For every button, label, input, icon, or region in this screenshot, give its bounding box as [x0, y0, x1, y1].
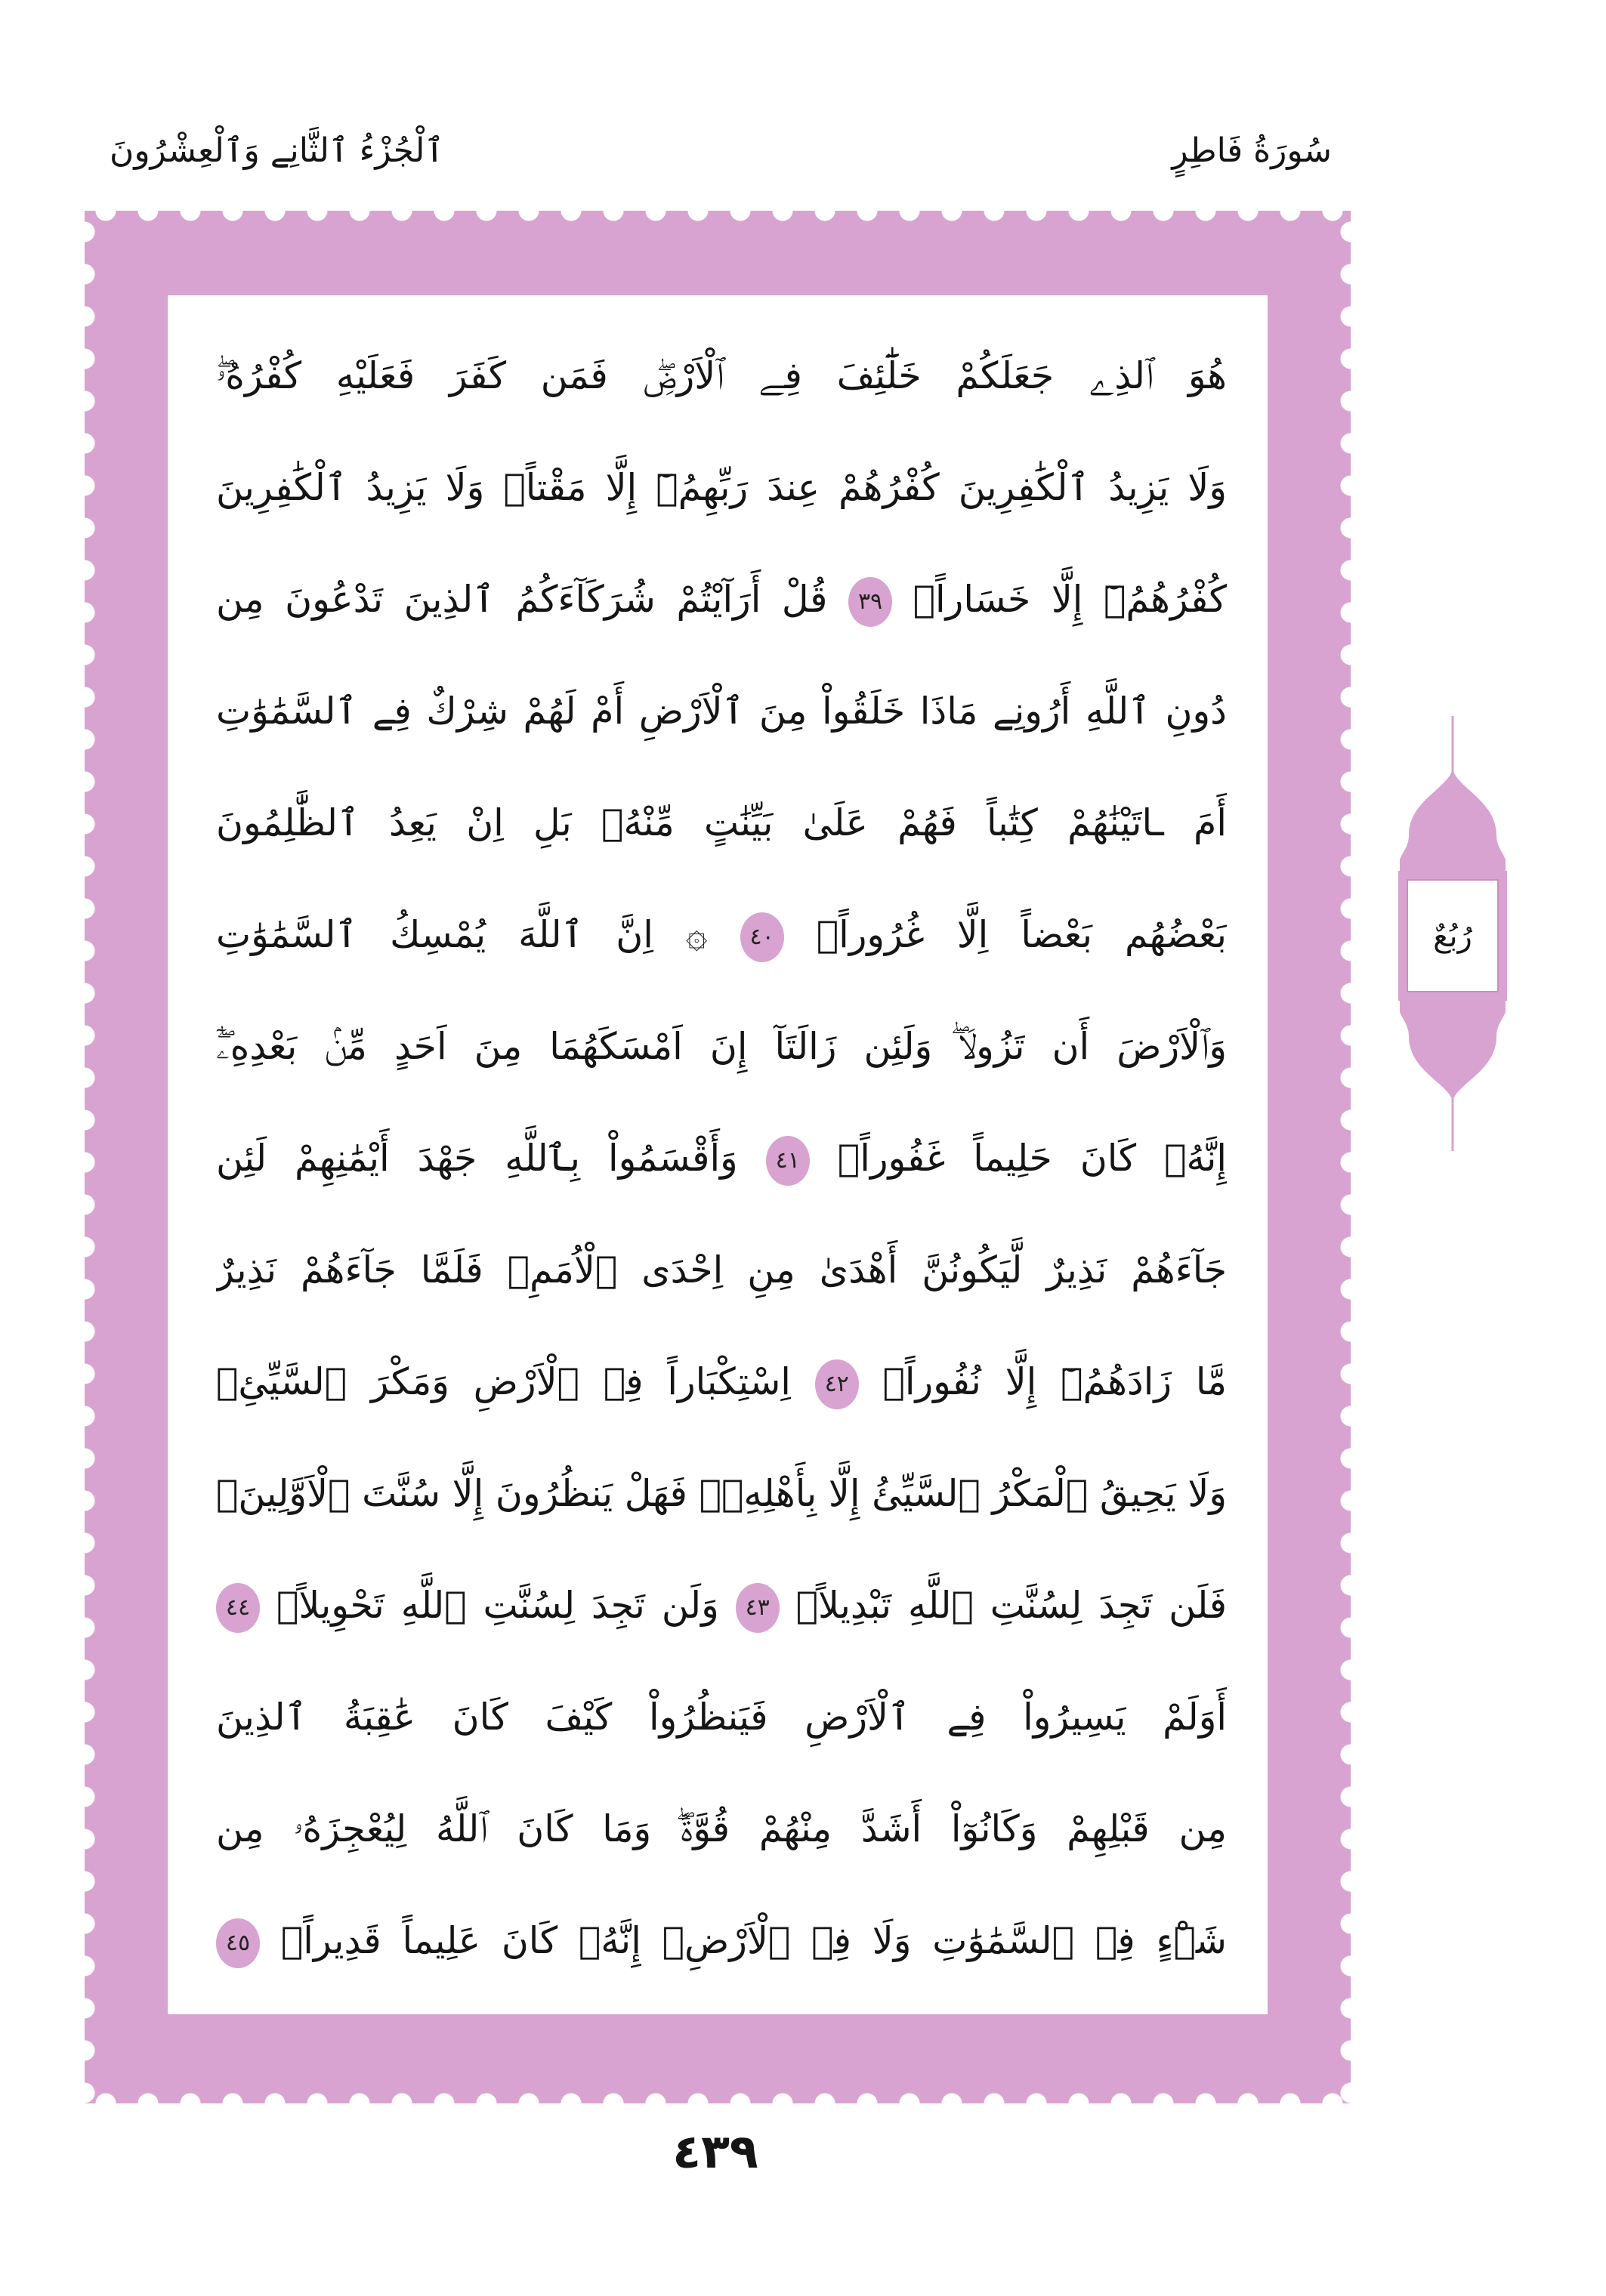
ayah-text: كُفْرُهُمُۥٓ إِلَّا خَسَاراًۖ: [913, 578, 1227, 621]
ayah-text: وَلَا يَزِيدُ ٱلْكَٰفِرِينَ كُفْرُهُمْ عِندَ رَبِّهِمُۥٓ إِلَّا مَقْتاًۖ وَلَا يَزِيدُ ٱلْكَٰفِرِينَ: [216, 466, 1227, 509]
ayah-text: قُلْ أَرَآيْتُمْ شُرَكَآءَكُمُ ٱلذِينَ تَدْعُونَ مِن: [216, 578, 828, 621]
quran-line-1: [216, 320, 1227, 432]
ayah-text: دُونِ ٱللَّهِ أَرُونِے مَاذَا خَلَقُواْ مِنَ ٱلْاَرْضِ أَمْ لَهُمْ شِرْكٌ فِے ٱلسَّمَٰوَٰتِ: [216, 690, 1227, 733]
quran-line-12: [216, 1550, 1227, 1662]
quran-line-6: [216, 879, 1227, 991]
ayah-number-marker: ٤٥: [216, 1918, 260, 1968]
juz-title: ٱلْجُزْءُ ٱلثَّانِے وَٱلْعِشْرُونَ: [110, 131, 445, 170]
quran-line-11: [216, 1438, 1227, 1550]
ayah-text: فَلَن تَجِدَ لِسُنَّتِ ٱللَّهِ تَبْدِيلاًۖ: [795, 1584, 1227, 1627]
ayah-text: جَآءَهُمْ نَذِيرٌ لَّيَكُونُنَّ أَهْدَىٰ مِنِ اِحْدَى ٱلْاُمَمِۖ فَلَمَّا جَآءَهُمْ نَذِيرٌ: [216, 1248, 1227, 1292]
quran-line-7: [216, 991, 1227, 1103]
quran-line-14: [216, 1773, 1227, 1885]
quran-line-15: [216, 1885, 1227, 1997]
quran-line-4: [216, 656, 1227, 767]
quran-line-10: [216, 1326, 1227, 1438]
ayah-number-marker: ٤١: [766, 1136, 810, 1186]
surah-title: سُورَةُ فَاطِرٍ: [1172, 131, 1332, 170]
ayah-number-marker: ٤٠: [740, 912, 784, 962]
ayah-text: وَٱلْاَرْضَ أَن تَزُولَاۖ وَلَئِن زَالَتَآ إِنَ اَمْسَكَهُمَا مِنَ اَحَدٍ مِّنۢ بَعْدِهِۦٓۖ: [216, 1025, 1227, 1068]
ayah-text: ۞ اِنَّ ٱللَّهَ يُمْسِكُ ٱلسَّمَٰوَٰتِ: [216, 913, 708, 956]
frame-scallop-top: [85, 211, 1351, 224]
ayah-number-marker: ٤٢: [815, 1359, 859, 1409]
frame-scallop-right: [1337, 211, 1351, 2103]
marker-bottom-dome: [1400, 1001, 1506, 1101]
quran-line-5: [216, 767, 1227, 879]
quran-line-2: [216, 432, 1227, 544]
ayah-text: مَّا زَادَهُمُۥٓ إِلَّا نُفُوراًۖ: [882, 1360, 1227, 1403]
text-area: [168, 295, 1268, 2014]
ayah-text: وَأَقْسَمُواْ بِٱللَّهِ جَهْدَ أَيْمَٰنِهِمْ لَئِن: [216, 1137, 738, 1180]
rub-hizb-marker: [1392, 716, 1513, 1154]
ayah-text: أَمَ ـاتَيْنَٰهُمْ كِتَٰباً فَهُمْ عَلَىٰ بَيِّنَٰتٍ مِّنْهُۖ بَلِ اِنْ يَعِدُ ٱلظَّٰلِمُونَ: [216, 801, 1227, 844]
ayah-number-marker: ٤٣: [736, 1583, 780, 1633]
marker-label: رُبُعٌ: [1433, 919, 1472, 954]
ayah-text: مِن قَبْلِهِمْ وَكَانُوٓاْ أَشَدَّ مِنْهُمْ قُوَّةًۖ وَمَا كَانَ ٱللَّهُ لِيُعْجِزَهُۥ مِن: [216, 1807, 1227, 1850]
marker-top-dome: [1400, 769, 1506, 871]
ayah-text: أَوَلَمْ يَسِيرُواْ فِے ٱلْاَرْضِ فَيَنظُرُواْ كَيْفَ كَانَ عَٰقِبَةُ ٱلذِينَ: [216, 1696, 1227, 1739]
quran-line-13: [216, 1662, 1227, 1773]
ayah-text: هُوَ ٱلذِے جَعَلَكُمْ خَلَٰٓئِفَ فِے ٱلْاَرْضِۖ فَمَن كَفَرَ فَعَلَيْهِ كُفْرُهُۥۖ: [216, 354, 1227, 397]
ayah-number-marker: ٤٤: [216, 1583, 260, 1633]
quran-line-8: [216, 1103, 1227, 1214]
ayah-text: إِنَّهُۥ كَانَ حَلِيماً غَفُوراًۖ: [837, 1137, 1227, 1180]
ayah-text: اِسْتِكْبَاراً فِے ٱلْاَرْضِ وَمَكْرَ ٱلسَّيِّئِۖ: [216, 1360, 791, 1403]
ayah-text: بَعْضُهُم بَعْضاً اِلَّا غُرُوراًۖ: [816, 913, 1227, 956]
frame-scallop-bottom: [85, 2090, 1351, 2103]
quran-line-9: [216, 1214, 1227, 1326]
page-number: ٤٣٩: [672, 2124, 758, 2179]
ayah-text: وَلَن تَجِدَ لِسُنَّتِ ٱللَّهِ تَحْوِيلاًۖ: [276, 1584, 719, 1627]
text-lines: [216, 320, 1227, 1997]
frame-scallop-left: [85, 211, 98, 2103]
page-frame: [85, 211, 1351, 2103]
ayah-text: وَلَا يَحِيقُ ٱلْمَكْرُ ٱلسَّيِّئُ إِلَّا بِأَهْلِهِۦۖ فَهَلْ يَنظُرُونَ إِلَّا سُنَّتَ ٱلْاَوَّلِينَۖ: [216, 1472, 1227, 1515]
ayah-number-marker: ٣٩: [848, 577, 892, 627]
ayah-text: شَےْءٍ فِے ٱلسَّمَٰوَٰتِ وَلَا فِے ٱلْاَرْضِۖ إِنَّهُۥ كَانَ عَلِيماً قَدِيراًۖ: [280, 1919, 1227, 1962]
quran-line-3: [216, 544, 1227, 656]
